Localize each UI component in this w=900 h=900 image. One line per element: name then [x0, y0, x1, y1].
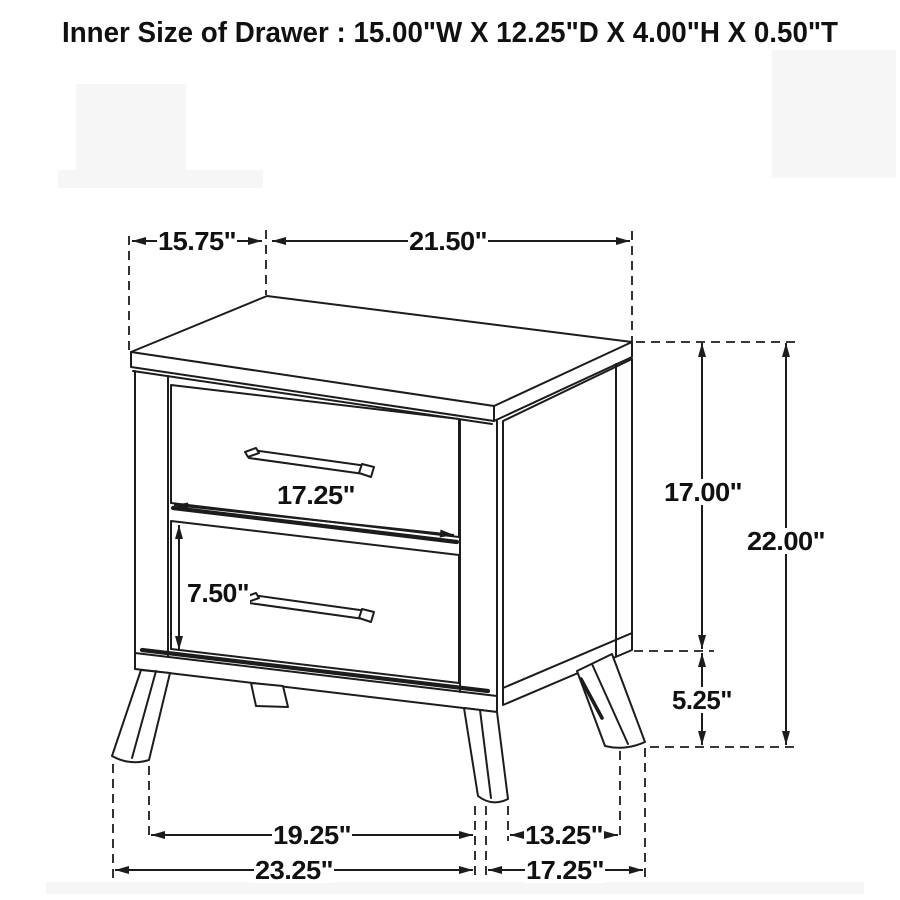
dim-feet-front-inner — [151, 820, 473, 850]
arrowhead — [510, 831, 524, 839]
diagram-title: Inner Size of Drawer : 15.00"W X 12.25"D X 4.00"H X 0.50"T — [62, 17, 839, 49]
watermark-block — [58, 170, 263, 188]
nightstand-drawing — [112, 296, 645, 802]
arrowhead — [698, 635, 706, 649]
right-side-panel — [503, 359, 632, 705]
arrowhead — [698, 343, 706, 357]
dim-leg-height — [671, 653, 733, 745]
dim-feet-side-outer — [488, 855, 643, 885]
dim-top-width — [272, 226, 630, 256]
dim-label-case-height: 17.00" — [664, 477, 742, 507]
dim-label-top-depth: 15.75" — [158, 226, 236, 256]
arrowhead — [698, 731, 706, 745]
dim-label-feet-side-outer: 17.25" — [526, 855, 604, 885]
dim-label-top-width: 21.50" — [409, 226, 487, 256]
front-left-leg — [112, 670, 170, 762]
arrowhead — [459, 866, 473, 874]
arrowhead — [151, 831, 165, 839]
dim-label-overall-height: 22.00" — [747, 526, 825, 556]
arrowhead — [115, 866, 129, 874]
watermark-block — [46, 882, 864, 894]
dim-feet-side-inner — [510, 820, 618, 850]
arrowhead — [459, 831, 473, 839]
watermark-block — [76, 84, 186, 176]
dim-overall-height — [746, 343, 826, 745]
dim-top-depth — [132, 226, 262, 256]
dim-label-drawer-height: 7.50" — [187, 578, 249, 608]
dim-label-feet-front-outer: 23.25" — [255, 855, 333, 885]
dim-feet-front-outer — [115, 855, 473, 885]
arrowhead — [698, 653, 706, 667]
dim-label-feet-side-inner: 13.25" — [525, 820, 603, 850]
arrowhead — [604, 831, 618, 839]
dim-label-drawer-width: 17.25" — [277, 480, 355, 510]
dim-case-height — [664, 343, 742, 649]
watermark-block — [772, 50, 896, 178]
rear-left-leg — [251, 683, 288, 707]
dim-label-leg-height: 5.25" — [672, 685, 732, 715]
arrowhead — [782, 343, 790, 357]
arrowhead — [248, 237, 262, 245]
arrowhead — [629, 866, 643, 874]
arrowhead — [616, 237, 630, 245]
dim-label-feet-front-inner: 19.25" — [273, 820, 351, 850]
arrowhead — [782, 731, 790, 745]
arrowhead — [488, 866, 502, 874]
rear-right-leg — [577, 654, 645, 748]
arrowhead — [132, 237, 146, 245]
arrowhead — [272, 237, 286, 245]
